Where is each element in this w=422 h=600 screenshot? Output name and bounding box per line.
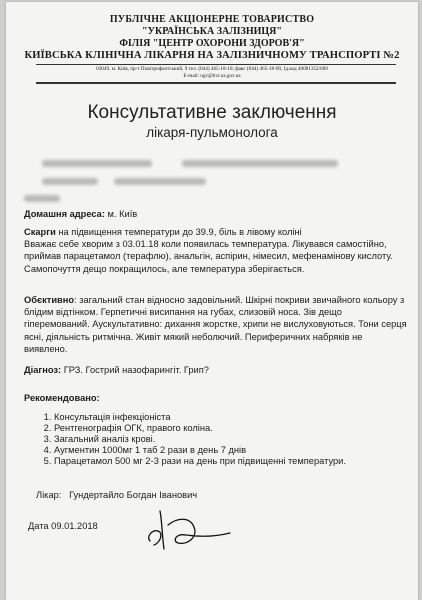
objective-section [24,294,408,355]
letterhead-hospital-name: КИЇВСЬКА КЛІНІЧНА ЛІКАРНЯ НА ЗАЛІЗНИЧНОМУ ТРАНСПОРТІ №2 [24,50,400,61]
letterhead-email: E-mail: ugv@kvr.uz.gov.ua [183,73,241,79]
diagnosis-value: ГРЗ. Гострий назофарингіт. Грип? [61,365,209,375]
complaints-section [24,226,408,275]
complaints-history: Вважає себе хворим з 03.01.18 коли появилась температура. Лікувався самостійно, приймав парацетамол (терафлю), анальгін, аспірин, німесил, мефенамінову кислоту. Самопочуття дещо покращилось, але температура зберігається. [24,239,393,274]
complaints-label: Скарги [24,227,56,237]
redacted-name-value [182,160,338,167]
document-title: Консультативне заключення [87,102,337,123]
letterhead-rule-top [36,64,396,65]
list-item: 4. Аугментин 1000мг 1 таб 2 рази в день 7 днів [54,445,408,456]
objective-text: : загальний стан відносно задовільний. Шкірні покриви звичайного кольору з блідим відтінком. Герпетичні висипання на губах, слизовій носа. Зів дещо гіперемований. Аускультативно: дихання жорстке, хрипи не вислуховуються. Тони серця ясні, діяльність ритмічна. Живіт мякий неболючий. Периферичних набряків не виявлено. [24,295,407,354]
letterhead-rule-bottom [36,82,396,84]
recommendations [24,392,408,467]
doctor-name: Гундертайло Богдан Іванович [69,490,198,500]
list-item: 3. Загальний аналіз крові. [54,434,408,445]
recommendations-label: Рекомендовано: [24,393,100,403]
document-subtitle: лікаря-пульмонолога [146,125,278,140]
diagnosis [24,364,408,376]
letterhead-line-1: ПУБЛІЧНЕ АКЦІОНЕРНЕ ТОВАРИСТВО [109,14,315,25]
list-item: 1. Консультація інфекціоніста [54,412,408,423]
letterhead-address: 03049, м. Київ, пр-т Повітрофлотський, 9 тел. (044) 465-18-10; факс (044) 465-18-09, Ід.код 40081352/609 [96,66,328,72]
redacted-line-3 [24,195,60,202]
home-address-value: м. Київ [104,209,138,219]
objective-label: Обєктивно [24,295,75,305]
doctor [36,489,420,501]
home-address [24,208,408,220]
document-page [6,2,418,600]
diagnosis-label: Діагноз: [24,365,62,375]
home-address-label: Домашня адреса: [24,209,105,219]
recommendations-list [24,412,408,467]
redacted-dob-label [42,178,98,185]
complaints-text: на підвищення температури до 39.9, біль в лівому коліні [55,227,302,237]
letterhead-line-3: ФІЛІЯ "ЦЕНТР ОХОРОНИ ЗДОРОВ'Я" [119,38,305,49]
redacted-dob-value [114,178,206,185]
redacted-name-label [42,160,152,167]
letterhead-line-2: "УКРАЇНСЬКА ЗАЛІЗНИЦЯ" [142,26,282,37]
date-label: Дата [28,521,49,531]
date-value: 09.01.2018 [48,521,98,531]
list-item: 5. Парацетамол 500 мг 2-3 рази на день при підвищенні температури. [54,456,408,467]
doctor-label: Лікар: [36,490,62,500]
list-item: 2. Рентгенографія ОГК, правого коліна. [54,423,408,434]
date [28,520,412,532]
